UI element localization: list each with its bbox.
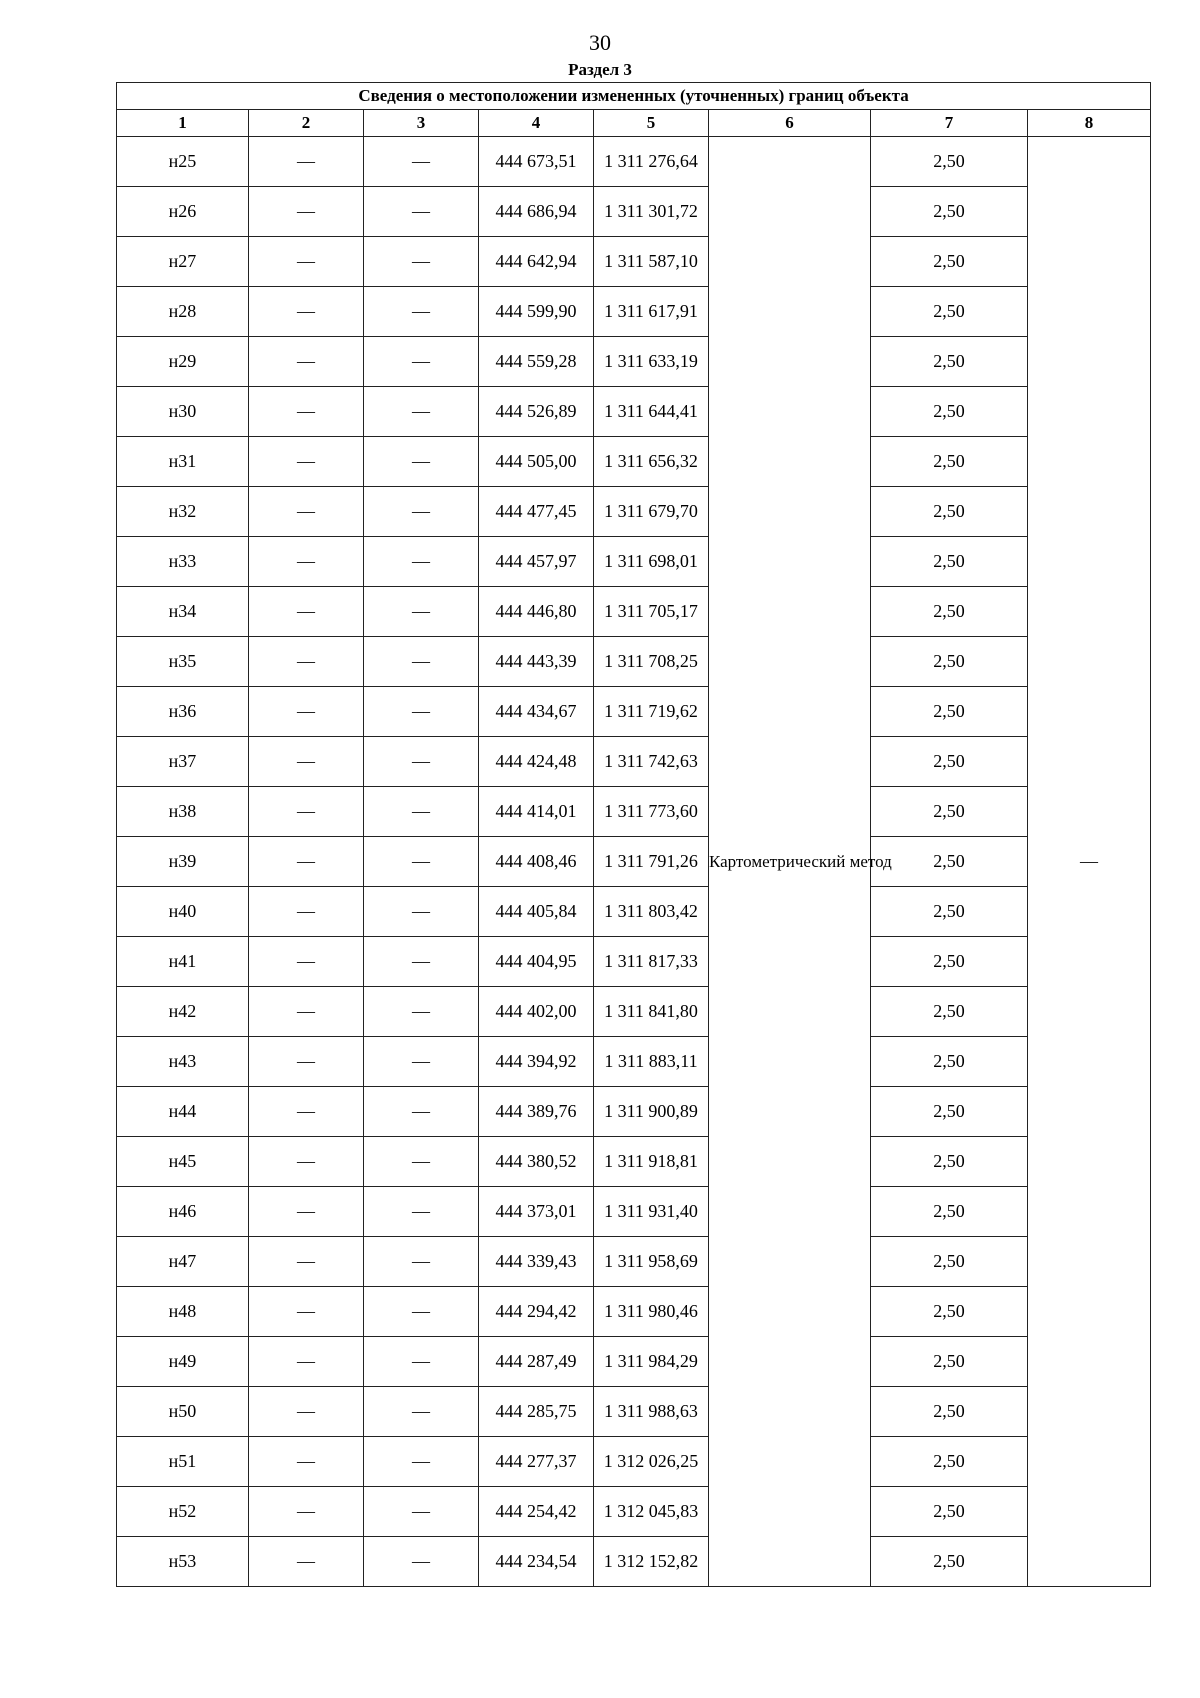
column-3-cell: — — [364, 187, 479, 237]
y-coordinate-cell: 1 312 152,82 — [594, 1537, 709, 1587]
column-2-cell: — — [249, 1437, 364, 1487]
table-row — [117, 1387, 1151, 1437]
x-coordinate-cell: 444 642,94 — [479, 237, 594, 287]
column-3-cell: — — [364, 937, 479, 987]
x-coordinate-cell: 444 294,42 — [479, 1287, 594, 1337]
accuracy-cell: 2,50 — [871, 387, 1028, 437]
table-row — [117, 1287, 1151, 1337]
y-coordinate-cell: 1 311 633,19 — [594, 337, 709, 387]
point-name-cell: н28 — [117, 287, 249, 337]
column-2-cell: — — [249, 987, 364, 1037]
table-row — [117, 337, 1151, 387]
x-coordinate-cell: 444 234,54 — [479, 1537, 594, 1587]
y-coordinate-cell: 1 311 900,89 — [594, 1087, 709, 1137]
table-row — [117, 637, 1151, 687]
x-coordinate-cell: 444 424,48 — [479, 737, 594, 787]
point-name-cell: н51 — [117, 1437, 249, 1487]
column-2-cell: — — [249, 637, 364, 687]
column-2-cell: — — [249, 1337, 364, 1387]
y-coordinate-cell: 1 311 791,26 — [594, 837, 709, 887]
table-row — [117, 1087, 1151, 1137]
accuracy-cell: 2,50 — [871, 1387, 1028, 1437]
column-3-cell: — — [364, 987, 479, 1037]
x-coordinate-cell: 444 446,80 — [479, 587, 594, 637]
accuracy-cell: 2,50 — [871, 737, 1028, 787]
point-name-cell: н36 — [117, 687, 249, 737]
column-2-cell: — — [249, 887, 364, 937]
x-coordinate-cell: 444 526,89 — [479, 387, 594, 437]
point-name-cell: н44 — [117, 1087, 249, 1137]
column-2-cell: — — [249, 387, 364, 437]
y-coordinate-cell: 1 311 587,10 — [594, 237, 709, 287]
point-name-cell: н34 — [117, 587, 249, 637]
x-coordinate-cell: 444 457,97 — [479, 537, 594, 587]
x-coordinate-cell: 444 559,28 — [479, 337, 594, 387]
column-2-cell: — — [249, 1237, 364, 1287]
column-3-cell: — — [364, 1237, 479, 1287]
point-name-cell: н48 — [117, 1287, 249, 1337]
accuracy-cell: 2,50 — [871, 687, 1028, 737]
column-3-cell: — — [364, 887, 479, 937]
y-coordinate-cell: 1 311 705,17 — [594, 587, 709, 637]
x-coordinate-cell: 444 402,00 — [479, 987, 594, 1037]
x-coordinate-cell: 444 394,92 — [479, 1037, 594, 1087]
table-row — [117, 187, 1151, 237]
x-coordinate-cell: 444 373,01 — [479, 1187, 594, 1237]
column-header-3: 3 — [364, 110, 479, 137]
table-row — [117, 1237, 1151, 1287]
column-2-cell: — — [249, 1387, 364, 1437]
table-row — [117, 837, 1151, 887]
y-coordinate-cell: 1 311 918,81 — [594, 1137, 709, 1187]
x-coordinate-cell: 444 505,00 — [479, 437, 594, 487]
column-3-cell: — — [364, 1287, 479, 1337]
table-row — [117, 937, 1151, 987]
point-name-cell: н40 — [117, 887, 249, 937]
table-row — [117, 1037, 1151, 1087]
column-header-1: 1 — [117, 110, 249, 137]
x-coordinate-cell: 444 389,76 — [479, 1087, 594, 1137]
accuracy-cell: 2,50 — [871, 287, 1028, 337]
point-name-cell: н50 — [117, 1387, 249, 1437]
column-2-cell: — — [249, 337, 364, 387]
table-row — [117, 887, 1151, 937]
column-header-5: 5 — [594, 110, 709, 137]
table-row — [117, 1537, 1151, 1587]
table-row — [117, 487, 1151, 537]
point-name-cell: н53 — [117, 1537, 249, 1587]
point-name-cell: н47 — [117, 1237, 249, 1287]
table-row — [117, 737, 1151, 787]
y-coordinate-cell: 1 311 698,01 — [594, 537, 709, 587]
x-coordinate-cell: 444 599,90 — [479, 287, 594, 337]
accuracy-cell: 2,50 — [871, 337, 1028, 387]
accuracy-cell: 2,50 — [871, 137, 1028, 187]
column-3-cell: — — [364, 287, 479, 337]
column-3-cell: — — [364, 1437, 479, 1487]
column-2-cell: — — [249, 1087, 364, 1137]
table-body — [117, 137, 1151, 1587]
point-name-cell: н42 — [117, 987, 249, 1037]
accuracy-cell: 2,50 — [871, 537, 1028, 587]
accuracy-cell: 2,50 — [871, 1437, 1028, 1487]
x-coordinate-cell: 444 434,67 — [479, 687, 594, 737]
y-coordinate-cell: 1 311 841,80 — [594, 987, 709, 1037]
y-coordinate-cell: 1 312 026,25 — [594, 1437, 709, 1487]
accuracy-cell: 2,50 — [871, 787, 1028, 837]
column-3-cell: — — [364, 1137, 479, 1187]
x-coordinate-cell: 444 339,43 — [479, 1237, 594, 1287]
point-name-cell: н41 — [117, 937, 249, 987]
column-header-6: 6 — [709, 110, 871, 137]
accuracy-cell: 2,50 — [871, 1537, 1028, 1587]
y-coordinate-cell: 1 311 803,42 — [594, 887, 709, 937]
column-2-cell: — — [249, 537, 364, 587]
point-name-cell: н39 — [117, 837, 249, 887]
column-2-cell: — — [249, 487, 364, 537]
accuracy-cell: 2,50 — [871, 1237, 1028, 1287]
column-2-cell: — — [249, 187, 364, 237]
column-2-cell: — — [249, 837, 364, 887]
y-coordinate-cell: 1 311 644,41 — [594, 387, 709, 437]
point-name-cell: н26 — [117, 187, 249, 237]
table-row — [117, 1337, 1151, 1387]
accuracy-cell: 2,50 — [871, 437, 1028, 487]
accuracy-cell: 2,50 — [871, 837, 1028, 887]
accuracy-cell: 2,50 — [871, 887, 1028, 937]
column-3-cell: — — [364, 487, 479, 537]
y-coordinate-cell: 1 311 742,63 — [594, 737, 709, 787]
y-coordinate-cell: 1 311 656,32 — [594, 437, 709, 487]
accuracy-cell: 2,50 — [871, 937, 1028, 987]
column-2-cell: — — [249, 1137, 364, 1187]
column-2-cell: — — [249, 287, 364, 337]
x-coordinate-cell: 444 287,49 — [479, 1337, 594, 1387]
column-header-8: 8 — [1028, 110, 1151, 137]
accuracy-cell: 2,50 — [871, 637, 1028, 687]
column-3-cell: — — [364, 687, 479, 737]
table-row — [117, 237, 1151, 287]
x-coordinate-cell: 444 477,45 — [479, 487, 594, 537]
x-coordinate-cell: 444 405,84 — [479, 887, 594, 937]
x-coordinate-cell: 444 380,52 — [479, 1137, 594, 1187]
x-coordinate-cell: 444 285,75 — [479, 1387, 594, 1437]
accuracy-cell: 2,50 — [871, 1087, 1028, 1137]
table-row — [117, 1487, 1151, 1537]
column-2-cell: — — [249, 1037, 364, 1087]
column-header-2: 2 — [249, 110, 364, 137]
x-coordinate-cell: 444 277,37 — [479, 1437, 594, 1487]
column-3-cell: — — [364, 237, 479, 287]
column-3-cell: — — [364, 437, 479, 487]
accuracy-cell: 2,50 — [871, 1487, 1028, 1537]
y-coordinate-cell: 1 311 931,40 — [594, 1187, 709, 1237]
x-coordinate-cell: 444 673,51 — [479, 137, 594, 187]
table-row — [117, 387, 1151, 437]
y-coordinate-cell: 1 312 045,83 — [594, 1487, 709, 1537]
column-3-cell: — — [364, 337, 479, 387]
x-coordinate-cell: 444 443,39 — [479, 637, 594, 687]
column-3-cell: — — [364, 1537, 479, 1587]
column-3-cell: — — [364, 587, 479, 637]
column-3-cell: — — [364, 837, 479, 887]
boundary-coordinates-table — [116, 82, 1151, 1587]
y-coordinate-cell: 1 311 301,72 — [594, 187, 709, 237]
point-name-cell: н45 — [117, 1137, 249, 1187]
point-name-cell: н52 — [117, 1487, 249, 1537]
point-name-cell: н46 — [117, 1187, 249, 1237]
x-coordinate-cell: 444 414,01 — [479, 787, 594, 837]
column-2-cell: — — [249, 587, 364, 637]
point-name-cell: н49 — [117, 1337, 249, 1387]
accuracy-cell: 2,50 — [871, 1137, 1028, 1187]
column-3-cell: — — [364, 1387, 479, 1437]
table-row — [117, 587, 1151, 637]
point-name-cell: н33 — [117, 537, 249, 587]
table-row — [117, 987, 1151, 1037]
column-3-cell: — — [364, 737, 479, 787]
method-cell: Картометрический метод — [709, 137, 871, 1587]
column-3-cell: — — [364, 637, 479, 687]
column-2-cell: — — [249, 137, 364, 187]
column-3-cell: — — [364, 1187, 479, 1237]
accuracy-cell: 2,50 — [871, 1287, 1028, 1337]
point-name-cell: н31 — [117, 437, 249, 487]
section-title: Раздел 3 — [568, 60, 632, 79]
y-coordinate-cell: 1 311 679,70 — [594, 487, 709, 537]
accuracy-cell: 2,50 — [871, 1337, 1028, 1387]
point-name-cell: н43 — [117, 1037, 249, 1087]
column-8-cell: — — [1028, 137, 1151, 1587]
accuracy-cell: 2,50 — [871, 1187, 1028, 1237]
point-name-cell: н38 — [117, 787, 249, 837]
column-2-cell: — — [249, 737, 364, 787]
point-name-cell: н27 — [117, 237, 249, 287]
y-coordinate-cell: 1 311 980,46 — [594, 1287, 709, 1337]
column-3-cell: — — [364, 1037, 479, 1087]
column-header-7: 7 — [871, 110, 1028, 137]
table-row — [117, 1437, 1151, 1487]
column-header-row — [117, 110, 1151, 137]
y-coordinate-cell: 1 311 719,62 — [594, 687, 709, 737]
column-2-cell: — — [249, 1537, 364, 1587]
table-row — [117, 787, 1151, 837]
accuracy-cell: 2,50 — [871, 187, 1028, 237]
column-2-cell: — — [249, 237, 364, 287]
column-3-cell: — — [364, 137, 479, 187]
y-coordinate-cell: 1 311 708,25 — [594, 637, 709, 687]
y-coordinate-cell: 1 311 276,64 — [594, 137, 709, 187]
column-2-cell: — — [249, 787, 364, 837]
column-3-cell: — — [364, 787, 479, 837]
accuracy-cell: 2,50 — [871, 587, 1028, 637]
column-header-4: 4 — [479, 110, 594, 137]
table-row — [117, 437, 1151, 487]
table-row — [117, 687, 1151, 737]
accuracy-cell: 2,50 — [871, 1037, 1028, 1087]
accuracy-cell: 2,50 — [871, 237, 1028, 287]
y-coordinate-cell: 1 311 883,11 — [594, 1037, 709, 1087]
table-row — [117, 1187, 1151, 1237]
column-2-cell: — — [249, 1487, 364, 1537]
table-caption: Сведения о местоположении измененных (уточненных) границ объекта — [117, 83, 1151, 110]
table-row — [117, 537, 1151, 587]
x-coordinate-cell: 444 408,46 — [479, 837, 594, 887]
column-3-cell: — — [364, 537, 479, 587]
column-3-cell: — — [364, 1087, 479, 1137]
accuracy-cell: 2,50 — [871, 987, 1028, 1037]
accuracy-cell: 2,50 — [871, 487, 1028, 537]
page-number: 30 — [589, 30, 611, 55]
column-2-cell: — — [249, 437, 364, 487]
x-coordinate-cell: 444 686,94 — [479, 187, 594, 237]
column-2-cell: — — [249, 1287, 364, 1337]
column-2-cell: — — [249, 687, 364, 737]
y-coordinate-cell: 1 311 988,63 — [594, 1387, 709, 1437]
y-coordinate-cell: 1 311 817,33 — [594, 937, 709, 987]
point-name-cell: н29 — [117, 337, 249, 387]
y-coordinate-cell: 1 311 958,69 — [594, 1237, 709, 1287]
column-3-cell: — — [364, 387, 479, 437]
column-2-cell: — — [249, 937, 364, 987]
x-coordinate-cell: 444 254,42 — [479, 1487, 594, 1537]
y-coordinate-cell: 1 311 984,29 — [594, 1337, 709, 1387]
point-name-cell: н30 — [117, 387, 249, 437]
y-coordinate-cell: 1 311 617,91 — [594, 287, 709, 337]
x-coordinate-cell: 444 404,95 — [479, 937, 594, 987]
table-row — [117, 137, 1151, 187]
point-name-cell: н37 — [117, 737, 249, 787]
table-row — [117, 1137, 1151, 1187]
point-name-cell: н32 — [117, 487, 249, 537]
point-name-cell: н35 — [117, 637, 249, 687]
column-3-cell: — — [364, 1337, 479, 1387]
y-coordinate-cell: 1 311 773,60 — [594, 787, 709, 837]
table-row — [117, 287, 1151, 337]
column-2-cell: — — [249, 1187, 364, 1237]
point-name-cell: н25 — [117, 137, 249, 187]
column-3-cell: — — [364, 1487, 479, 1537]
